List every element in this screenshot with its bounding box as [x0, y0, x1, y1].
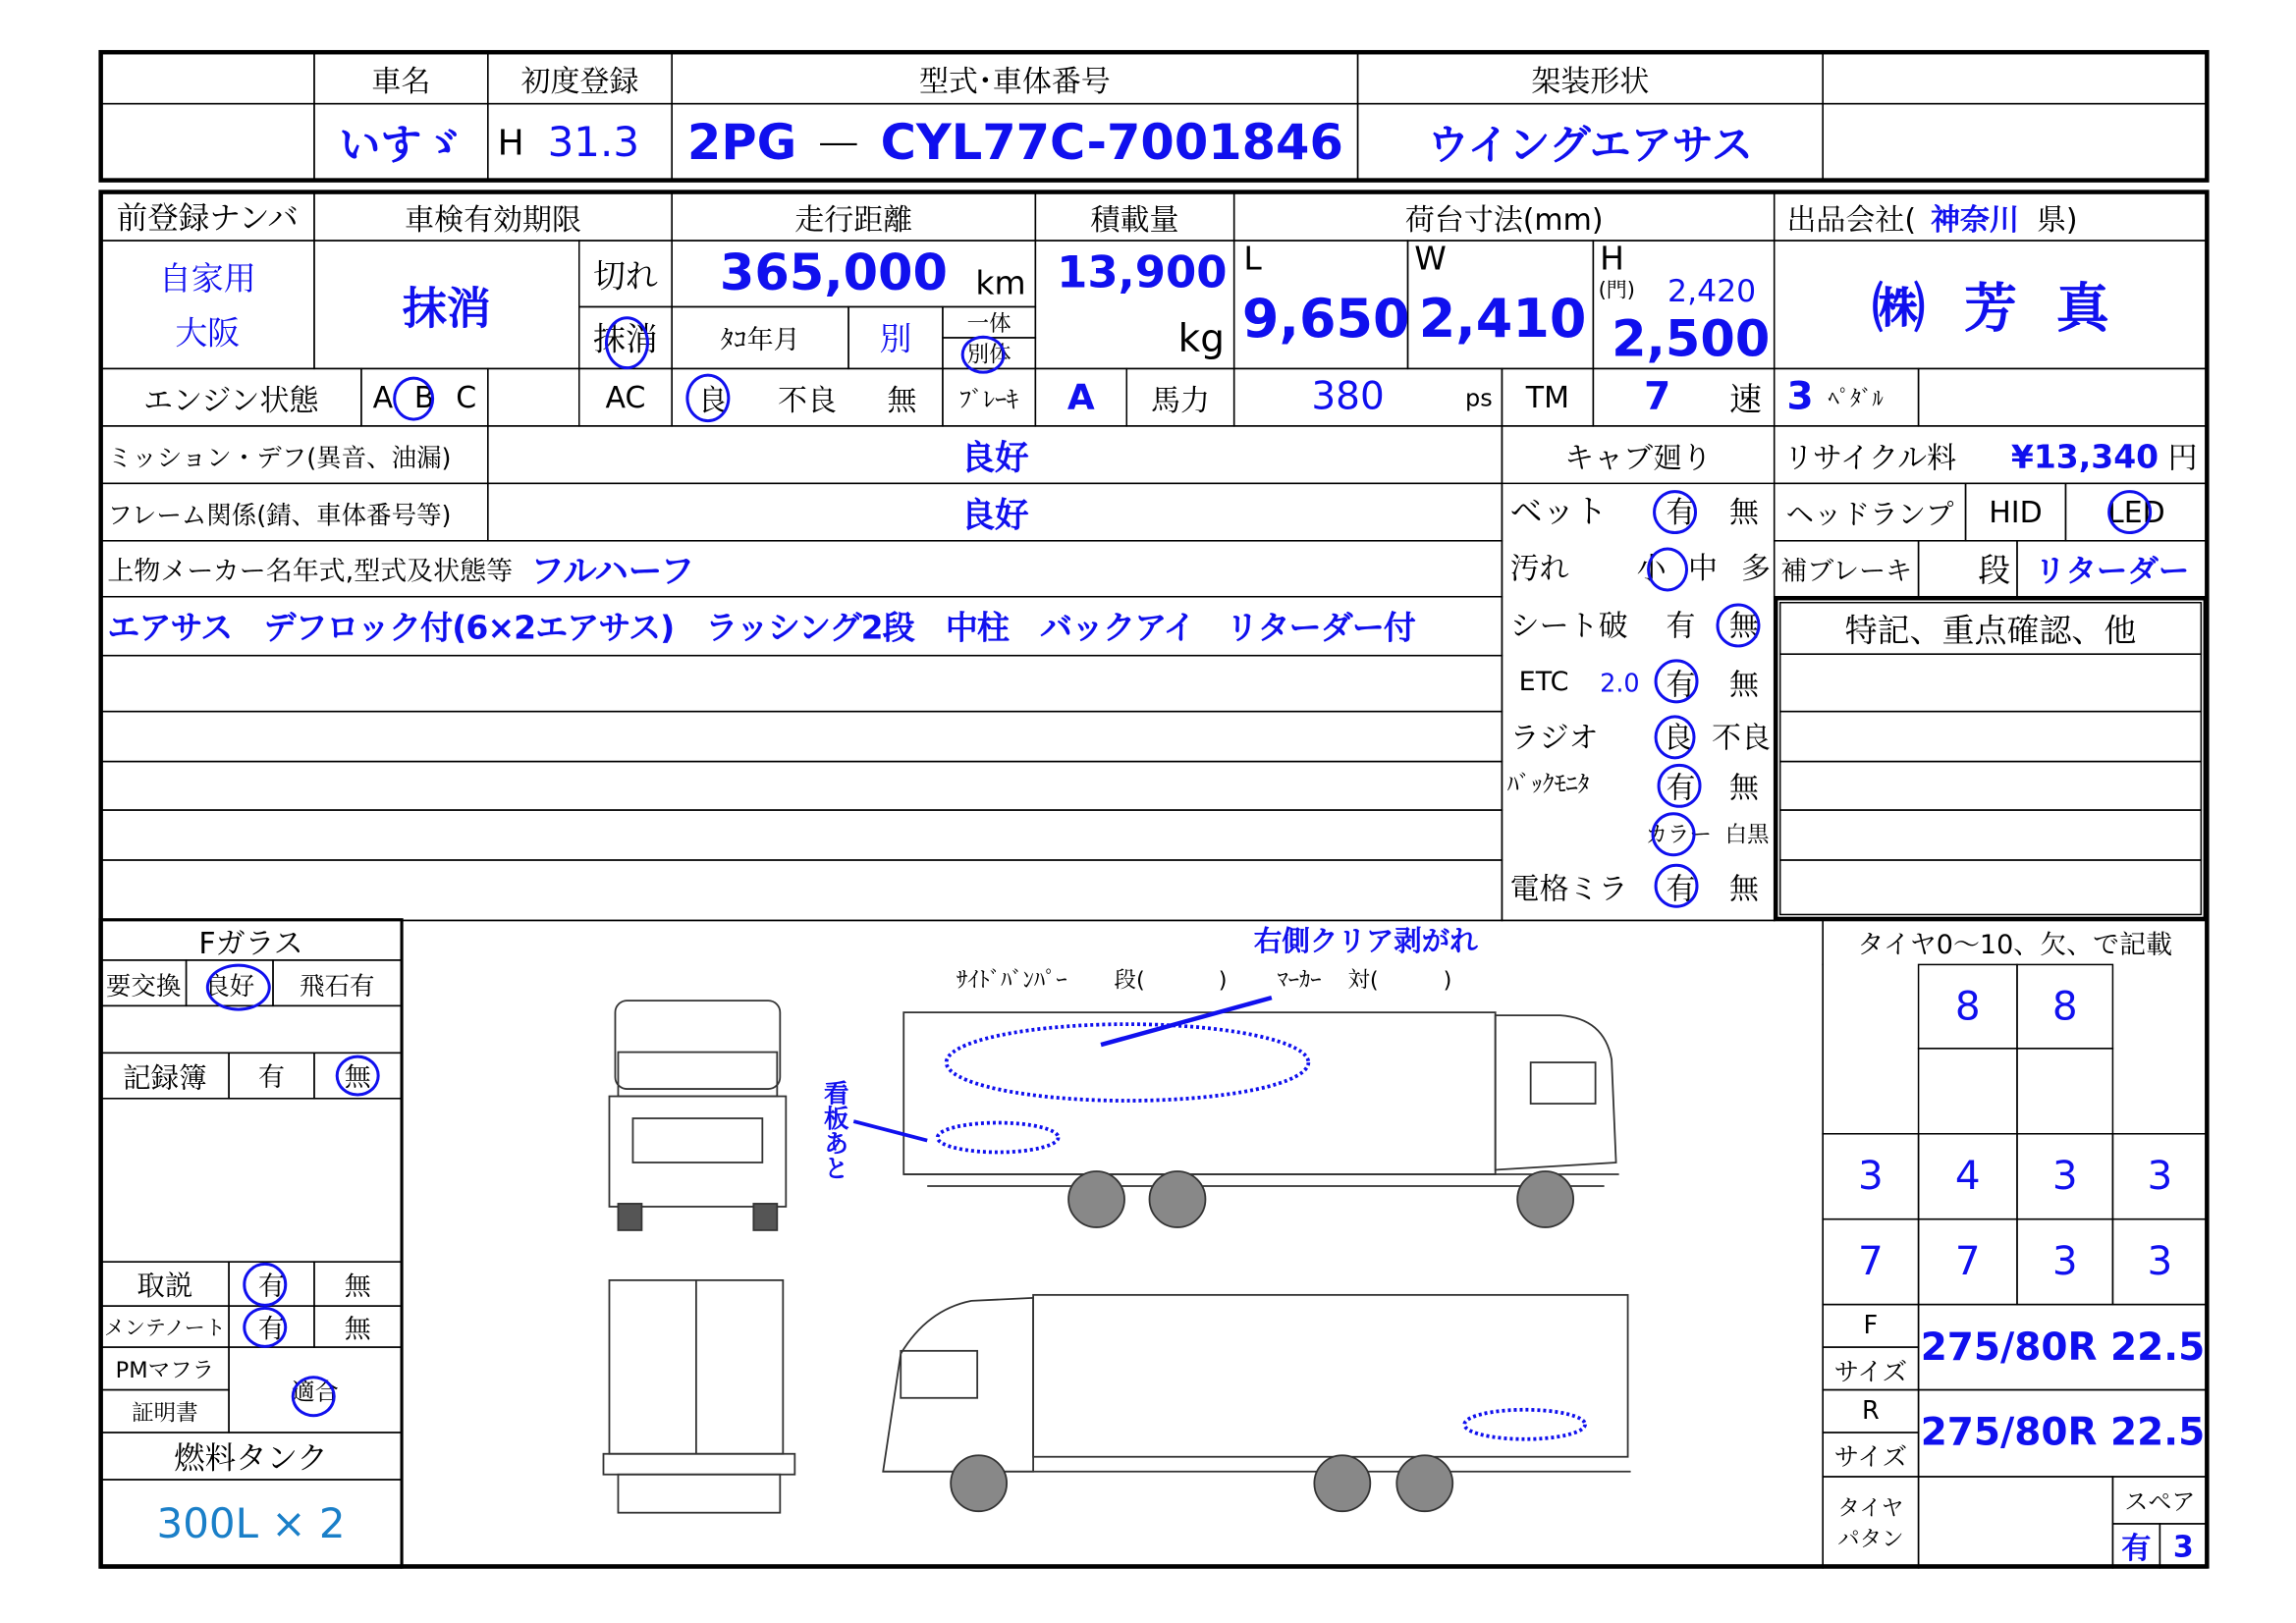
- pattern-label-1: タイヤ: [1837, 1493, 1904, 1521]
- manual-no: 無: [313, 1261, 402, 1306]
- back-monitor-no: 無: [1728, 769, 1759, 805]
- length-value: 9,650: [1241, 290, 1410, 351]
- body-label: 架装形状: [1357, 51, 1824, 104]
- tire-front-left: 8: [1918, 964, 2018, 1050]
- seller-label-suffix: 県): [2036, 200, 2078, 237]
- selection-circle: [1658, 764, 1702, 808]
- record-no: 無: [313, 1053, 402, 1100]
- pm-value: 適合: [228, 1346, 402, 1433]
- selection-circle: [685, 374, 730, 422]
- gate-value: 2,420: [1667, 273, 1757, 309]
- expired-label: 切れ: [578, 240, 673, 307]
- seat-yes: 有: [1666, 607, 1696, 643]
- tire-blank: [1918, 1048, 2018, 1134]
- tire-front-right: 8: [2016, 964, 2113, 1050]
- rear-size-label: R: [1822, 1389, 1919, 1434]
- paren: ): [1218, 966, 1228, 994]
- glass-chip: 飛石有: [272, 959, 402, 1006]
- use-type: 自家用: [158, 261, 256, 299]
- truck-front-view: [609, 1001, 786, 1230]
- seller-prefecture: 神奈川: [1931, 200, 2019, 237]
- dash: －: [814, 116, 863, 174]
- model-prefix: 2PG: [686, 113, 797, 171]
- led-option: LED: [2065, 483, 2208, 542]
- seller-name: ㈱ 芳 真: [1774, 240, 2208, 369]
- record-label: 記録簿: [100, 1053, 230, 1100]
- integrated-option: 一体: [942, 306, 1036, 339]
- pm-label: PMマフラ: [100, 1346, 230, 1390]
- radio-good: 良: [1663, 719, 1693, 755]
- selection-circle: [1653, 490, 1697, 534]
- truck-side-view: [903, 1012, 1618, 1227]
- hp-value: 380: [1311, 375, 1385, 420]
- car-name: いすゞ: [313, 103, 488, 181]
- selection-circle: [1647, 548, 1688, 592]
- mirror-no: 無: [1728, 871, 1759, 907]
- features: エアサス デフロック付(6×2エアサス) ラッシング2段 中柱 バックアイ リターダー付: [100, 596, 1503, 656]
- ps-unit: ps: [1464, 383, 1493, 411]
- speed-count: 7: [1644, 375, 1671, 420]
- length-label: L: [1243, 241, 1262, 279]
- body-type: ウイングエアサス: [1357, 103, 1824, 181]
- maint-label: メンテノート: [100, 1305, 230, 1347]
- prev-plate-label: 前登録ナンバ: [100, 191, 315, 242]
- tire-cell: 7: [1918, 1218, 2018, 1305]
- side-bumper-label: ｻｲﾄﾞﾊﾞﾝﾊﾟｰ: [957, 966, 1067, 994]
- dirt-label: 汚れ: [1509, 550, 1569, 586]
- brake-label: ﾌﾞﾚｰｷ: [942, 368, 1036, 427]
- inspection-value: 抹消: [313, 240, 579, 369]
- selection-circle: [605, 316, 649, 369]
- tire-cell: 3: [1822, 1133, 1919, 1219]
- selection-circle: [393, 377, 434, 421]
- selection-circle: [336, 1055, 380, 1097]
- tire-cell: 7: [1822, 1218, 1919, 1305]
- frame-value: 良好: [487, 483, 1503, 542]
- seat-no: 無: [1728, 607, 1759, 643]
- spare-label: スペア: [2112, 1476, 2208, 1524]
- radio-label: ラジオ: [1509, 719, 1599, 755]
- kg-unit: kg: [1177, 317, 1225, 362]
- selection-circle: [1652, 812, 1696, 856]
- tire-cell: 3: [2112, 1218, 2208, 1305]
- stage-label: 段: [1918, 540, 2018, 597]
- etc-label: ETC: [1518, 666, 1569, 698]
- glass-label: Fガラス: [100, 920, 402, 961]
- manual-yes: 有: [228, 1261, 314, 1306]
- truck-rear-view: [603, 1280, 794, 1513]
- selection-circle: [2107, 490, 2152, 534]
- maint-no: 無: [313, 1305, 402, 1347]
- dirt-small: 小: [1636, 550, 1667, 586]
- pedal-label: ﾍﾟﾀﾞﾙ: [1828, 384, 1884, 411]
- height-label: H: [1600, 241, 1624, 279]
- aux-brake-value: リターダー: [2016, 540, 2208, 597]
- etc-yes: 有: [1666, 666, 1696, 702]
- seller-label-text: 出品会社(: [1786, 200, 1917, 237]
- back-monitor-label: ﾊﾞｯｸﾓﾆﾀ: [1506, 769, 1590, 798]
- recycle-label: リサイクル料: [1783, 439, 1957, 475]
- grade-b: B: [413, 379, 435, 415]
- size-label: サイズ: [1822, 1346, 1919, 1390]
- ac-none: 無: [887, 381, 917, 417]
- bed-yes: 有: [1666, 494, 1696, 530]
- first-reg-value: 31.3: [547, 117, 640, 167]
- manual-label: 取説: [100, 1261, 230, 1306]
- selection-circle: [206, 964, 271, 1011]
- tire-title: タイヤ0～10、欠、で記載: [1822, 920, 2208, 965]
- grade-a: A: [372, 379, 394, 415]
- bed-label: ベット: [1509, 494, 1608, 532]
- dirt-many: 多: [1740, 550, 1771, 586]
- recycle-fee: ¥13,340: [2010, 439, 2159, 476]
- glass-good: 良好: [186, 959, 274, 1006]
- meter-label: ﾀｺ年月: [671, 306, 848, 369]
- marker-label: ﾏｰｶｰ: [1277, 966, 1322, 994]
- chassis-number: CYL77C-7001846: [880, 113, 1343, 171]
- marker-pair: 対(: [1347, 966, 1379, 994]
- notes-title: 特記、重点確認、他: [1779, 602, 2202, 655]
- tire-blank: [2016, 1048, 2113, 1134]
- blank-cell: [2112, 964, 2208, 1135]
- gate-label: (門): [1598, 279, 1635, 303]
- selection-circle: [243, 1307, 287, 1348]
- headlamp-label: ヘッドランプ: [1774, 483, 1966, 542]
- brake-value: A: [1035, 368, 1127, 427]
- ac-label: AC: [578, 368, 673, 427]
- sign-mark-note: 看板あと: [818, 1080, 848, 1180]
- blank-cell: [1822, 964, 1919, 1135]
- pedal-count: 3: [1786, 375, 1814, 420]
- tire-cell: 3: [2112, 1133, 2208, 1219]
- pm-cert-label: 証明書: [100, 1389, 230, 1434]
- cargo-label: 荷台寸法(mm): [1233, 191, 1776, 242]
- radio-bad: 不良: [1712, 719, 1771, 755]
- car-name-label: 車名: [313, 51, 488, 104]
- spare-present: 有: [2112, 1523, 2160, 1568]
- bed-no: 無: [1728, 494, 1759, 530]
- km-unit: km: [975, 266, 1026, 303]
- height-value: 2,500: [1612, 310, 1771, 370]
- mono-option: 白黒: [1724, 821, 1770, 848]
- fuel-label: 燃料タンク: [100, 1432, 402, 1480]
- hid-option: HID: [1965, 483, 2066, 542]
- body-maker-label: 上物メーカー名年式,型式及状態等: [107, 555, 514, 587]
- rear-tire-size: 275/80R 22.5: [1918, 1389, 2208, 1478]
- grade-c: C: [456, 379, 477, 415]
- front-size-label: F: [1822, 1304, 1919, 1348]
- etc-no: 無: [1728, 666, 1759, 702]
- seat-label: シート破: [1509, 607, 1628, 643]
- glass-replace: 要交換: [100, 959, 187, 1006]
- paren: ): [1443, 966, 1452, 994]
- fuel-tank: 300L × 2: [100, 1479, 402, 1568]
- cancelled-option: 抹消: [578, 306, 673, 369]
- mission-value: 良好: [487, 425, 1503, 484]
- aux-brake-label: 補ブレーキ: [1774, 540, 1919, 597]
- inspection-label: 車検有効期限: [313, 191, 673, 242]
- tm-label: TM: [1502, 368, 1594, 427]
- selection-circle: [243, 1263, 287, 1307]
- tire-pattern-label: [1822, 1476, 1919, 1568]
- mission-label: ミッション・デフ(異音、油漏): [100, 425, 489, 484]
- size-label: サイズ: [1822, 1432, 1919, 1477]
- truck-left-side-view: [883, 1295, 1630, 1511]
- selection-circle: [1717, 603, 1761, 647]
- tire-cell: 3: [2016, 1218, 2113, 1305]
- selection-circle: [1655, 659, 1699, 703]
- maint-yes: 有: [228, 1305, 314, 1347]
- etc-version: 2.0: [1600, 669, 1640, 699]
- hp-label: 馬力: [1126, 368, 1235, 427]
- mirror-yes: 有: [1666, 871, 1696, 907]
- engine-label: エンジン状態: [100, 368, 362, 427]
- bumper-stage: 段(: [1114, 966, 1145, 994]
- record-yes: 有: [228, 1053, 314, 1100]
- width-label: W: [1414, 241, 1447, 279]
- front-tire-size: 275/80R 22.5: [1918, 1304, 2208, 1390]
- selection-circle: [961, 336, 1006, 374]
- body-maker: フルハーフ: [530, 553, 694, 592]
- speed-unit: 速: [1728, 381, 1762, 419]
- separate-option: 別体: [942, 337, 1036, 369]
- yen-unit: 円: [2167, 439, 2198, 475]
- load-label: 積載量: [1035, 191, 1235, 242]
- spare-value: 3: [2159, 1523, 2208, 1568]
- width-value: 2,410: [1418, 290, 1587, 351]
- tire-cell: 4: [1918, 1133, 2018, 1219]
- pattern-label-2: パタン: [1837, 1525, 1904, 1552]
- era: H: [497, 121, 524, 163]
- damage-marks: [853, 998, 1585, 1439]
- color-option: カラー: [1645, 821, 1713, 848]
- selection-circle: [1655, 864, 1699, 908]
- tire-pattern-value: [1918, 1476, 2113, 1568]
- selection-circle: [1655, 715, 1696, 759]
- first-reg-label: 初度登録: [487, 51, 673, 104]
- load-value: 13,900: [1057, 246, 1228, 299]
- mileage-label: 走行距離: [671, 191, 1036, 242]
- ac-bad: 不良: [778, 381, 837, 417]
- frame-label: フレーム関係(錆、車体番号等): [100, 483, 489, 542]
- mirror-label: 電格ミラ: [1509, 871, 1628, 907]
- meter-value: 別: [847, 306, 943, 369]
- model-label: 型式･車体番号: [671, 51, 1358, 104]
- cab-title: キャブ廻り: [1502, 425, 1776, 484]
- back-monitor-yes: 有: [1666, 769, 1696, 805]
- dirt-mid: 中: [1688, 550, 1719, 586]
- tire-cell: 3: [2016, 1133, 2113, 1219]
- mileage-value: 365,000: [719, 243, 948, 303]
- ac-good: 良: [697, 381, 728, 417]
- damage-note: 右側クリア剥がれ: [1253, 925, 1478, 958]
- selection-circle: [292, 1376, 336, 1417]
- region: 大阪: [175, 316, 241, 353]
